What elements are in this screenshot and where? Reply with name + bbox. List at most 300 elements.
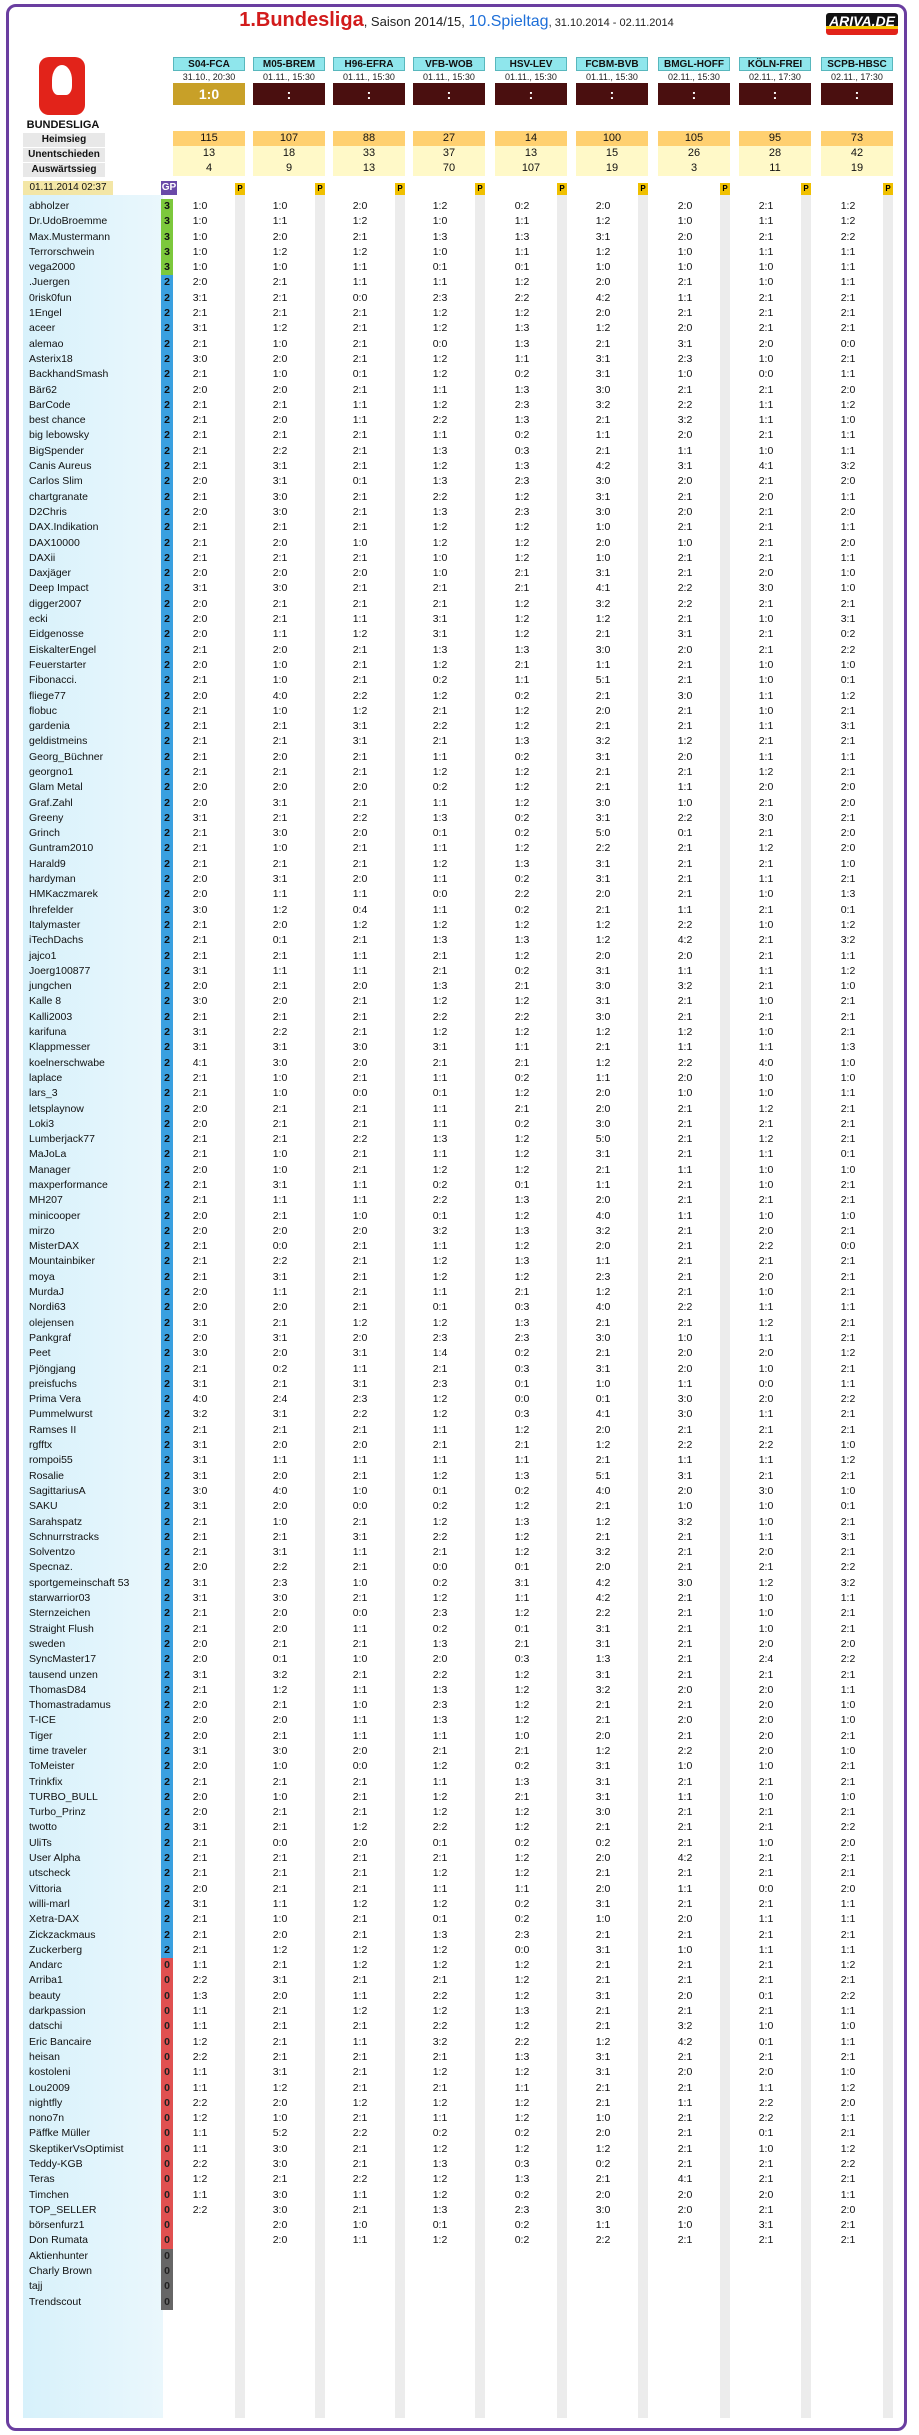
table-row[interactable] [23, 1270, 903, 1285]
player-name[interactable]: letsplaynow [29, 1102, 84, 1115]
player-name[interactable]: aceer [29, 322, 56, 335]
table-row[interactable] [23, 780, 903, 795]
player-name[interactable]: vega2000 [29, 261, 76, 274]
table-row[interactable] [23, 2019, 903, 2034]
player-name[interactable]: Manager [29, 1163, 71, 1176]
player-name[interactable]: flobuc [29, 704, 58, 717]
player-name[interactable]: Tiger [29, 1729, 53, 1742]
table-row[interactable] [23, 2035, 903, 2050]
table-row[interactable] [23, 918, 903, 933]
table-row[interactable] [23, 1973, 903, 1988]
player-name[interactable]: Asterix18 [29, 352, 73, 365]
player-name[interactable]: Trinkfix [29, 1775, 63, 1788]
player-name[interactable]: EiskalterEngel [29, 643, 97, 656]
table-row[interactable] [23, 1254, 903, 1269]
table-row[interactable] [23, 1637, 903, 1652]
table-row[interactable] [23, 2126, 903, 2141]
player-name[interactable]: Carlos Slim [29, 475, 83, 488]
player-name[interactable]: Timchen [29, 2188, 69, 2201]
table-row[interactable] [23, 1652, 903, 1667]
player-name[interactable]: utscheck [29, 1867, 71, 1880]
player-name[interactable]: User Alpha [29, 1852, 81, 1865]
table-row[interactable] [23, 2050, 903, 2065]
tip-cell: 4:2 [595, 460, 611, 473]
player-name[interactable]: Glam Metal [29, 781, 83, 794]
player-name[interactable]: MH207 [29, 1194, 63, 1207]
player-name[interactable]: Fibonacci. [29, 674, 77, 687]
match-header[interactable] [333, 57, 405, 195]
player-name[interactable]: Turbo_Prinz [29, 1806, 86, 1819]
player-name[interactable]: TOP_SELLER [29, 2203, 97, 2216]
table-row[interactable] [23, 2188, 903, 2203]
match-header[interactable] [413, 57, 485, 195]
player-name[interactable]: BackhandSmash [29, 368, 109, 381]
table-row[interactable] [23, 1331, 903, 1346]
table-row[interactable] [23, 1010, 903, 1025]
player-name[interactable]: Andarc [29, 1959, 63, 1972]
table-row[interactable] [23, 719, 903, 734]
player-name[interactable]: rgfftx [29, 1439, 53, 1452]
table-row[interactable] [23, 1744, 903, 1759]
player-name[interactable]: Sternzeichen [29, 1607, 91, 1620]
table-row[interactable] [23, 505, 903, 520]
table-row[interactable] [23, 643, 903, 658]
player-name[interactable]: Prima Vera [29, 1393, 81, 1406]
player-name[interactable]: börsenfurz1 [29, 2219, 85, 2232]
table-row[interactable] [23, 994, 903, 1009]
player-name[interactable]: big lebowsky [29, 429, 90, 442]
table-row[interactable] [23, 673, 903, 688]
player-name[interactable]: chartgranate [29, 490, 88, 503]
player-name[interactable]: Päffke Müller [29, 2127, 91, 2140]
player-name[interactable]: nightfly [29, 2096, 63, 2109]
table-row[interactable] [23, 1102, 903, 1117]
table-row[interactable] [23, 474, 903, 489]
player-name[interactable]: maxperformance [29, 1179, 108, 1191]
table-row[interactable] [23, 1147, 903, 1162]
player-name[interactable]: Aktienhunter [29, 2249, 88, 2262]
player-name[interactable]: Kalli2003 [29, 1010, 73, 1023]
player-name[interactable]: karifuna [29, 1026, 67, 1039]
table-row[interactable] [23, 1698, 903, 1713]
table-row[interactable] [23, 1193, 903, 1208]
table-row[interactable] [23, 245, 903, 260]
table-row[interactable] [23, 979, 903, 994]
player-name[interactable]: T-ICE [29, 1714, 56, 1727]
table-row[interactable] [23, 1882, 903, 1897]
match-header[interactable] [253, 57, 325, 195]
player-name[interactable]: starwarrior03 [29, 1592, 91, 1605]
table-row[interactable] [23, 291, 903, 306]
player-name[interactable]: DAXii [29, 551, 56, 564]
player-name[interactable]: georgno1 [29, 765, 74, 778]
player-name[interactable]: Eidgenosse [29, 628, 84, 641]
table-row[interactable] [23, 520, 903, 535]
player-name[interactable]: Schnurrstracks [29, 1530, 100, 1543]
player-name[interactable]: gardenia [29, 720, 70, 733]
player-name[interactable]: Georg_Büchner [29, 750, 104, 763]
table-row[interactable] [23, 275, 903, 290]
player-name[interactable]: Harald9 [29, 857, 66, 870]
player-name[interactable]: Pjöngjang [29, 1362, 76, 1375]
match-header[interactable] [173, 57, 245, 195]
table-row[interactable] [23, 551, 903, 566]
table-row[interactable] [23, 1484, 903, 1499]
table-row[interactable] [23, 1346, 903, 1361]
player-name[interactable]: darkpassion [29, 2005, 86, 2018]
player-name[interactable]: Guntram2010 [29, 842, 94, 855]
table-row[interactable] [23, 367, 903, 382]
table-row[interactable] [23, 230, 903, 245]
table-row[interactable] [23, 964, 903, 979]
match-header[interactable] [739, 57, 811, 195]
player-name[interactable]: SAKU [29, 1500, 58, 1513]
table-row[interactable] [23, 1163, 903, 1178]
table-row[interactable] [23, 1056, 903, 1071]
player-name[interactable]: heisan [29, 2050, 60, 2063]
player-name[interactable]: ThomasD84 [29, 1683, 87, 1696]
table-row[interactable] [23, 1989, 903, 2004]
player-name[interactable]: Canis Aureus [29, 460, 92, 473]
player-name[interactable]: Feuerstarter [29, 658, 87, 671]
table-row[interactable] [23, 1713, 903, 1728]
table-row[interactable] [23, 2157, 903, 2172]
player-name[interactable]: Vittoria [29, 1882, 62, 1895]
player-name[interactable]: Greeny [29, 811, 64, 824]
table-row[interactable] [23, 1316, 903, 1331]
table-row[interactable] [23, 658, 903, 673]
table-row[interactable] [23, 1729, 903, 1744]
player-name[interactable]: 1Engel [29, 307, 62, 320]
table-row[interactable] [23, 1438, 903, 1453]
table-row[interactable] [23, 1775, 903, 1790]
table-row[interactable] [23, 459, 903, 474]
player-name[interactable]: MurdaJ [29, 1286, 65, 1299]
player-name[interactable]: Graf.Zahl [29, 796, 73, 809]
table-row[interactable] [23, 1790, 903, 1805]
table-row[interactable] [23, 1071, 903, 1086]
player-name[interactable]: Thomastradamus [29, 1699, 111, 1712]
table-row[interactable] [23, 1300, 903, 1315]
player-name[interactable]: Nordi63 [29, 1301, 66, 1314]
gp-cell: 3 [161, 199, 173, 214]
player-name[interactable]: Specnaz. [29, 1561, 73, 1574]
table-row[interactable] [23, 1407, 903, 1422]
table-row[interactable] [23, 2203, 903, 2218]
player-name[interactable]: olejensen [29, 1316, 74, 1329]
player-name[interactable]: UliTs [29, 1836, 52, 1849]
player-name[interactable]: HMKaczmarek [29, 888, 98, 901]
player-name[interactable]: Italymaster [29, 918, 81, 931]
table-row[interactable] [23, 2295, 903, 2310]
player-name[interactable]: preisfuchs [29, 1377, 77, 1390]
ariva-logo[interactable]: ARIVA.DE [826, 13, 898, 35]
table-row[interactable] [23, 1239, 903, 1254]
table-row[interactable] [23, 1117, 903, 1132]
table-row[interactable] [23, 1912, 903, 1927]
match-header[interactable] [576, 57, 648, 195]
table-row[interactable] [23, 1683, 903, 1698]
player-name[interactable]: alemao [29, 337, 64, 350]
no-tip-hatch [171, 2218, 231, 2233]
table-row[interactable] [23, 199, 903, 214]
player-name[interactable]: Peet [29, 1347, 51, 1360]
player-name[interactable]: Dr.UdoBroemme [29, 215, 108, 228]
match-header[interactable] [821, 57, 893, 195]
table-row[interactable] [23, 597, 903, 612]
tip-cell: 1:1 [758, 1148, 774, 1161]
player-name[interactable]: 0risk0fun [29, 291, 72, 304]
table-row[interactable] [23, 2004, 903, 2019]
table-row[interactable] [23, 428, 903, 443]
player-name[interactable]: Deep Impact [29, 582, 89, 595]
player-name[interactable]: Ramses II [29, 1423, 77, 1436]
away-win-label: Auswärtssieg [23, 163, 105, 177]
player-name[interactable]: tajj [29, 2280, 43, 2293]
player-name[interactable]: Klappmesser [29, 1041, 91, 1054]
player-name[interactable]: Straight Flush [29, 1622, 94, 1635]
tip-cell: 0:0 [758, 1882, 774, 1895]
player-name[interactable]: nono7n [29, 2112, 65, 2125]
player-name[interactable]: Don Rumata [29, 2234, 88, 2247]
table-row[interactable] [23, 1591, 903, 1606]
table-row[interactable] [23, 260, 903, 275]
player-name[interactable]: minicooper [29, 1209, 81, 1222]
table-row[interactable] [23, 1897, 903, 1912]
table-row[interactable] [23, 581, 903, 596]
table-row[interactable] [23, 2218, 903, 2233]
tip-cell: 2:0 [677, 2066, 693, 2079]
match-header[interactable] [658, 57, 730, 195]
player-name[interactable]: D2Chris [29, 505, 67, 518]
table-row[interactable] [23, 1545, 903, 1560]
player-name[interactable]: laplace [29, 1071, 63, 1084]
player-name[interactable]: koelnerschwabe [29, 1056, 105, 1069]
table-row[interactable] [23, 383, 903, 398]
table-row[interactable] [23, 811, 903, 826]
table-row[interactable] [23, 398, 903, 413]
table-row[interactable] [23, 2264, 903, 2279]
table-row[interactable] [23, 1576, 903, 1591]
table-row[interactable] [23, 903, 903, 918]
player-name[interactable]: Terrorschwein [29, 245, 95, 258]
table-row[interactable] [23, 1836, 903, 1851]
player-name[interactable]: .Juergen [29, 276, 70, 289]
table-row[interactable] [23, 214, 903, 229]
ranking-table [6, 4, 907, 2431]
table-row[interactable] [23, 1392, 903, 1407]
player-name[interactable]: rompoi55 [29, 1454, 73, 1467]
table-row[interactable] [23, 2081, 903, 2096]
table-row[interactable] [23, 887, 903, 902]
table-row[interactable] [23, 1224, 903, 1239]
tip-cell: 2:1 [272, 398, 288, 411]
table-row[interactable] [23, 1759, 903, 1774]
table-row[interactable] [23, 1866, 903, 1881]
player-name[interactable]: BigSpender [29, 444, 84, 457]
player-name[interactable]: mirzo [29, 1224, 55, 1237]
tip-cell: 2:1 [352, 460, 368, 473]
player-name[interactable]: jungchen [29, 980, 72, 993]
player-name[interactable]: ecki [29, 613, 48, 626]
player-name[interactable]: Joerg100877 [29, 964, 91, 977]
player-name[interactable]: abholzer [29, 200, 70, 212]
player-name[interactable]: digger2007 [29, 597, 82, 610]
player-name[interactable]: Zuckerberg [29, 1943, 83, 1956]
player-name[interactable]: hardyman [29, 873, 76, 886]
player-name[interactable]: jajco1 [29, 949, 57, 962]
table-row[interactable] [23, 1132, 903, 1147]
table-row[interactable] [23, 352, 903, 367]
table-row[interactable] [23, 704, 903, 719]
table-row[interactable] [23, 1453, 903, 1468]
table-row[interactable] [23, 1530, 903, 1545]
player-name[interactable]: Rosalie [29, 1469, 65, 1482]
table-row[interactable] [23, 872, 903, 887]
table-row[interactable] [23, 1928, 903, 1943]
table-row[interactable] [23, 2233, 903, 2248]
player-name[interactable]: datschi [29, 2020, 63, 2033]
table-row[interactable] [23, 2279, 903, 2294]
table-row[interactable] [23, 826, 903, 841]
table-row[interactable] [23, 1958, 903, 1973]
table-row[interactable] [23, 857, 903, 872]
match-header[interactable] [495, 57, 567, 195]
tip-cell: 1:0 [272, 1071, 288, 1084]
table-row[interactable] [23, 1499, 903, 1514]
table-row[interactable] [23, 1560, 903, 1575]
player-name[interactable]: Pummelwurst [29, 1408, 93, 1421]
player-name[interactable]: willi-marl [29, 1897, 70, 1910]
tip-cell: 1:3 [840, 1041, 856, 1054]
player-name[interactable]: Loki3 [29, 1117, 55, 1130]
table-row[interactable] [23, 1377, 903, 1392]
table-row[interactable] [23, 933, 903, 948]
table-row[interactable] [23, 949, 903, 964]
player-name[interactable]: Charly Brown [29, 2265, 93, 2278]
table-row[interactable] [23, 1040, 903, 1055]
table-row[interactable] [23, 306, 903, 321]
table-row[interactable] [23, 2096, 903, 2111]
table-row[interactable] [23, 1515, 903, 1530]
player-name[interactable]: Grinch [29, 827, 60, 840]
table-row[interactable] [23, 1606, 903, 1621]
table-row[interactable] [23, 2111, 903, 2126]
player-name[interactable]: Bär62 [29, 383, 58, 396]
table-row[interactable] [23, 2249, 903, 2264]
player-name[interactable]: Teras [29, 2173, 55, 2186]
table-row[interactable] [23, 321, 903, 336]
tip-cell: 1:2 [514, 1821, 530, 1834]
player-name[interactable]: SyncMaster17 [29, 1653, 97, 1666]
table-row[interactable] [23, 1285, 903, 1300]
table-row[interactable] [23, 1209, 903, 1224]
player-name[interactable]: Sarahspatz [29, 1515, 83, 1528]
player-name[interactable]: lars_3 [29, 1087, 58, 1100]
table-row[interactable] [23, 734, 903, 749]
player-name[interactable]: twotto [29, 1821, 58, 1834]
table-row[interactable] [23, 2065, 903, 2080]
table-row[interactable] [23, 796, 903, 811]
table-row[interactable] [23, 337, 903, 352]
player-name[interactable]: beauty [29, 1989, 61, 2002]
player-name[interactable]: moya [29, 1270, 55, 1283]
player-name[interactable]: Teddy-KGB [29, 2158, 83, 2170]
table-row[interactable] [23, 841, 903, 856]
player-name[interactable]: DAX.Indikation [29, 521, 99, 534]
player-name[interactable]: ToMeister [29, 1760, 75, 1773]
player-name[interactable]: Pankgraf [29, 1331, 72, 1344]
player-name[interactable]: geldistmeins [29, 735, 88, 748]
table-row[interactable] [23, 490, 903, 505]
table-row[interactable] [23, 1469, 903, 1484]
table-row[interactable] [23, 536, 903, 551]
player-name[interactable]: Trendscout [29, 2295, 82, 2308]
player-name[interactable]: Lou2009 [29, 2081, 70, 2094]
player-name[interactable]: DAX10000 [29, 536, 80, 549]
table-row[interactable] [23, 1820, 903, 1835]
table-row[interactable] [23, 566, 903, 581]
player-name[interactable]: Xetra-DAX [29, 1913, 80, 1926]
table-row[interactable] [23, 627, 903, 642]
player-name[interactable]: SkeptikerVsOptimist [29, 2142, 124, 2155]
player-name[interactable]: Arriba1 [29, 1974, 63, 1987]
player-name[interactable]: sweden [29, 1637, 66, 1650]
player-name[interactable]: BarCode [29, 398, 71, 411]
player-name[interactable]: kostoleni [29, 2066, 71, 2079]
player-name[interactable]: iTechDachs [29, 934, 84, 947]
table-row[interactable] [23, 1025, 903, 1040]
table-row[interactable] [23, 2172, 903, 2187]
matchday-link[interactable]: 10.Spieltag [468, 13, 549, 30]
player-name[interactable]: Daxjäger [29, 567, 72, 580]
player-name[interactable]: sportgemeinschaft 53 [29, 1576, 130, 1589]
table-row[interactable] [23, 1851, 903, 1866]
player-name[interactable]: Mountainbiker [29, 1255, 95, 1268]
player-name[interactable]: SagittariusA [29, 1484, 86, 1497]
table-row[interactable] [23, 1943, 903, 1958]
player-name[interactable]: MaJoLa [29, 1148, 67, 1161]
player-name[interactable]: Lumberjack77 [29, 1133, 95, 1146]
player-name[interactable]: TURBO_BULL [29, 1790, 98, 1803]
table-row[interactable] [23, 765, 903, 780]
player-name[interactable]: fliege77 [29, 689, 66, 702]
player-name[interactable]: tausend unzen [29, 1668, 98, 1681]
player-name[interactable]: best chance [29, 414, 86, 427]
table-row[interactable] [23, 1805, 903, 1820]
table-row[interactable] [23, 413, 903, 428]
table-row[interactable] [23, 750, 903, 765]
table-row[interactable] [23, 2142, 903, 2157]
player-name[interactable]: Solventzo [29, 1546, 76, 1559]
table-row[interactable] [23, 1423, 903, 1438]
table-row[interactable] [23, 1668, 903, 1683]
player-name[interactable]: Zickzackmaus [29, 1928, 96, 1941]
player-name[interactable]: Ihrefelder [29, 903, 74, 916]
table-row[interactable] [23, 1086, 903, 1101]
player-name[interactable]: Kalle 8 [29, 995, 62, 1008]
table-row[interactable] [23, 1362, 903, 1377]
table-row[interactable] [23, 1622, 903, 1637]
table-row[interactable] [23, 1178, 903, 1193]
table-row[interactable] [23, 689, 903, 704]
player-name[interactable]: Max.Mustermann [29, 230, 111, 243]
table-row[interactable] [23, 444, 903, 459]
table-row[interactable] [23, 612, 903, 627]
player-name[interactable]: time traveler [29, 1744, 87, 1757]
player-name[interactable]: MisterDAX [29, 1240, 80, 1253]
player-name[interactable]: Eric Bancaire [29, 2035, 92, 2048]
